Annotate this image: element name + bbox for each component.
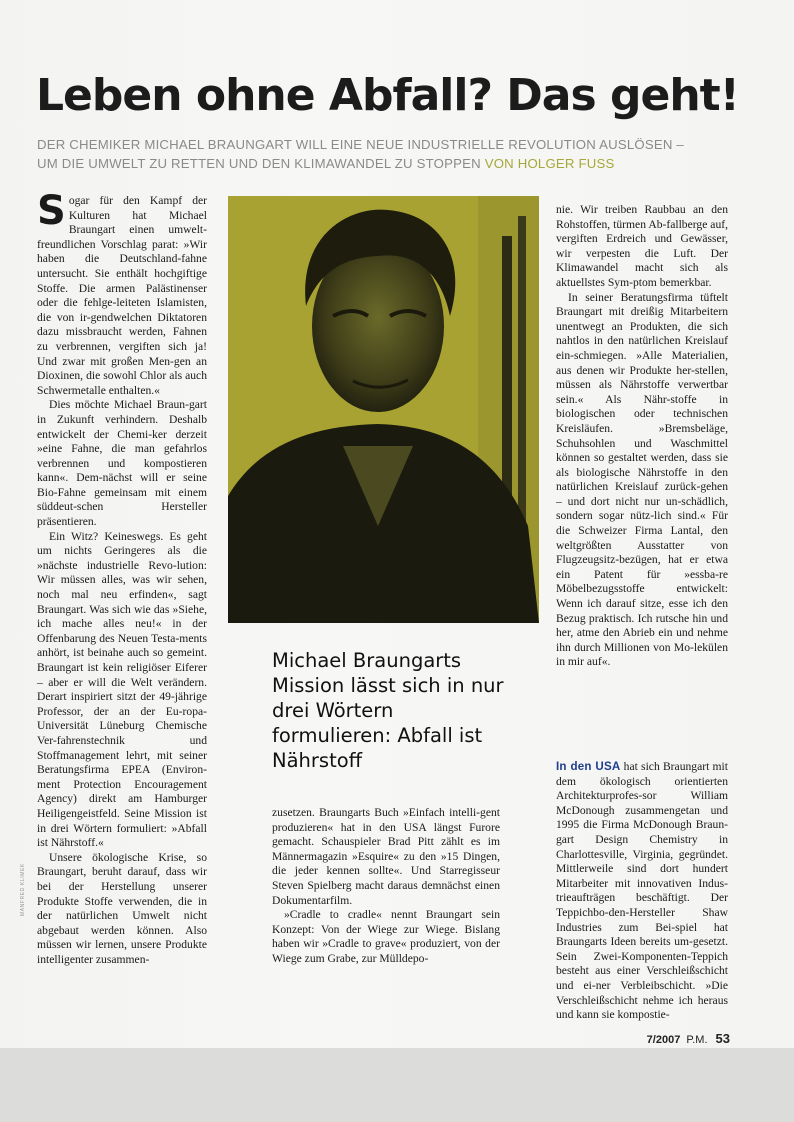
photo-credit: MANFRED KLIMEK	[20, 863, 26, 916]
drop-cap: S	[37, 188, 66, 234]
page-bottom-margin	[0, 1048, 794, 1122]
paragraph-7: nie. Wir treiben Raubbau an den Rohstoffen, türmen Ab-fallberge auf, vergiften Erdreich und Gewässer, wir verpesten die Luft. Der Klimawandel macht sich als aktuellstes Sym-ptom bemerkbar.	[556, 203, 728, 289]
byline: VON HOLGER FUSS	[484, 156, 615, 171]
paragraph-6: »Cradle to cradle« nennt Braungart sein Konzept: Von der Wiege zur Wiege. Bislang haben wir »Cradle to grave« produziert, von der Wiege zum Grabe, zur Mülldepo-	[272, 908, 500, 965]
column-1	[37, 188, 207, 967]
column-3	[556, 203, 728, 670]
paragraph-9	[556, 760, 728, 1023]
magazine-name: P.M.	[686, 1034, 708, 1046]
paragraph-8: In seiner Beratungsfirma tüftelt Braungart mit dreißig Mitarbeitern unentwegt an Produkten, die sich nahtlos in den natürlichen Kreislauf ein-schmiegen. »Alle Materialien, aus denen wir Produkte her-stellen, müssen als Nährstoffe verwertbar sein.« Als Nähr-stoffe in biologischen oder technischen Kreisläufen. »Bremsbeläge, Schuhsohlen und Waschmittel können so gestaltet werden, dass sie als biologische Nährstoffe in den natürlichen Kreislauf zurück-gehen – und dort nicht nur un-schädlich, sondern sogar nütz-lich sind.« Für die Schweizer Firma Lantal, den weltgrößten Ausstatter von Flugzeugsitz-bezügen, hat er etwa ein Patent für »essba-re Möbelbezugsstoffe entwickelt: Wenn ich darauf sitze, esse ich den Bezug praktisch. Ich rutsche hin und her, atme den Abrieb ein und nehme ihn durch Millionen von Mo-lekülen in mir auf«.	[556, 290, 728, 669]
deck-line-2	[37, 154, 757, 173]
section-lead-in: In den USA	[556, 760, 621, 773]
column-3-section-2	[556, 760, 728, 1023]
paragraph-3: Ein Witz? Keineswegs. Es geht um nichts Geringeres als die »nächste industrielle Revo-lution: Wir müssen alles, was wir sehen, noch mal neu erfinden«, sagt Braungart. Was sich wie das »Siehe, ich mache alles neu!« in der Offenbarung des Neuen Testa-ments anhört, ist beinahe auch so gemeint. Braungart ist kein religiöser Eiferer – aber er will die Welt verändern. Derart inspiriert sitzt der 49-jährige Professor, der an der Eu-ropa-Universität Lüneburg Chemische Ver-fahrenstechnik und Stoffmanagement lehrt, mit seiner Beratungsfirma EPEA (Environ-ment Protection Encouragement Agency) direkt am Hamburger Heiligengeistfeld. Seine Mission ist in drei Wörtern formuliert: »Abfall ist Nährstoff.«	[37, 529, 207, 850]
deck-line-1: DER CHEMIKER MICHAEL BRAUNGART WILL EINE NEUE INDUSTRIELLE REVOLUTION AUSLÖSEN –	[37, 137, 684, 152]
deck-line-2-text: UM DIE UMWELT ZU RETTEN UND DEN KLIMAWANDEL ZU STOPPEN	[37, 156, 481, 171]
paragraph-5: zusetzen. Braungarts Buch »Einfach intelli-gent produzieren« hat in den USA längst Furore gemacht. Schauspieler Brad Pitt zählt es im Männermagazin »Esquire« zu den »15 Dingen, die jeder kennen sollte«. Und Starregisseur Steven Spielberg macht daraus demnächst einen Dokumentarfilm.	[272, 806, 500, 907]
paragraph-9-text: hat sich Braungart mit dem ökologisch orientierten Architekturprofes-sor William McDonough zusammengetan und 1995 die Firma McDonough Braun-gart Design Chemistry in Charlottesville, Virginia, gegründet. Mittlerweile sind dort hundert Mitarbeiter mit innovativen Indus-trieaufträgen beschäftigt. Der Teppichbo-den-Hersteller Shaw Industries zum Bei-spiel hat Braungarts Ideen bereits um-gesetzt. Sein Zwei-Komponenten-Teppich besteht aus einer Verschleißschicht und ei-ner Verbleibschicht. »Die Verschleißschicht nehme ich heraus und kann sie kompostie-	[556, 760, 728, 1022]
paragraph-1	[37, 188, 207, 398]
paragraph-2: Dies möchte Michael Braun-gart in Zukunft verhindern. Deshalb entwickelt der Chemi-ker derzeit »eine Fahne, die man gefahrlos verbrennen und kompostieren kann«. Dem-nächst will er seine Bio-Fahne gemeinsam mit einem süddeut-schen Hersteller präsentieren.	[37, 398, 207, 529]
pull-quote: Michael Braungarts Mission lässt sich in nur drei Wörtern formulieren: Abfall ist Nährstoff	[272, 649, 504, 772]
page-number: 53	[715, 1031, 730, 1046]
column-2	[272, 806, 500, 967]
page-folio	[630, 1031, 730, 1046]
paragraph-4: Unsere ökologische Krise, so Braungart, beruht darauf, dass wir bei der Herstellung unserer Produkte Stoffe verwenden, die in der natürlichen Umwelt nicht abgebaut werden können. Also müssen wir lernen, unsere Produkte intelligenter zusammen-	[37, 850, 207, 966]
paragraph-1-text: ogar für den Kampf der Kulturen hat Michael Braungart einen umwelt-freundlichen Vorschlag parat: »Wir haben die Deutschland-fahne untersucht. Sie enthält hochgiftige Stoffe. Die armen Palästinenser oder die fehlge-leiteten Islamisten, die von ir-gendwelchen Diktatoren dazu missbraucht werden, Fahnen zu verbrennen, vergiften sich ja! Und zwar mit großen Men-gen an Dioxinen, die sowohl Chlor als auch Schwermetalle enthalten.«	[37, 194, 207, 397]
portrait-photo	[228, 196, 539, 623]
portrait-illustration	[228, 196, 539, 623]
article-deck	[37, 135, 757, 173]
issue-number: 7/2007	[646, 1034, 681, 1046]
article-headline: Leben ohne Abfall? Das geht!	[36, 70, 739, 121]
